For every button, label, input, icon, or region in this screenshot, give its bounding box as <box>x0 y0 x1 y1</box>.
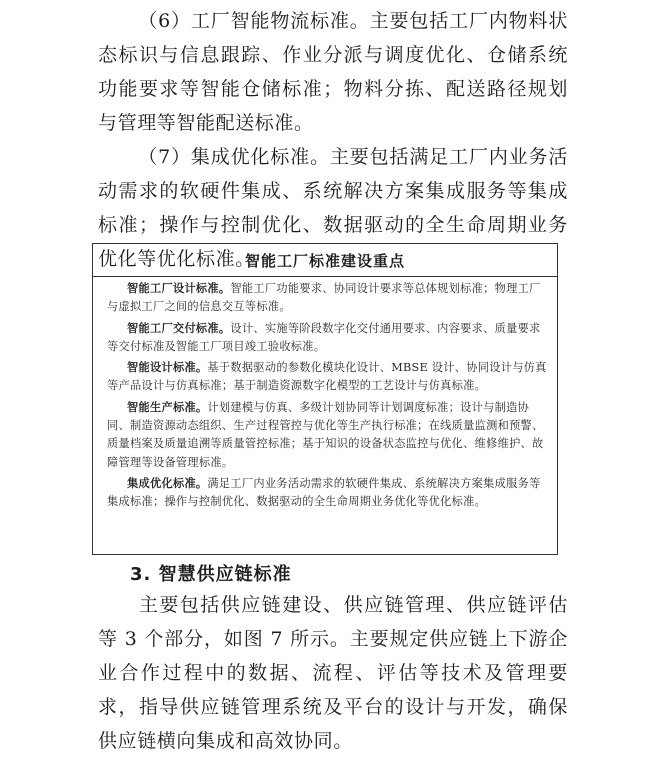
box-item-smart-design <box>107 359 547 396</box>
paragraph-logistics-text: （6）工厂智能物流标准。主要包括工厂内物料状态标识与信息跟踪、作业分派与调度优化、仓储系统功能要求等智能仓储标准；物料分拣、配送路径规划与管理等智能配送标准。 <box>98 10 568 134</box>
paragraph-supply-chain-text: 主要包括供应链建设、供应链管理、供应链评估等 3 个部分，如图 7 所示。主要规定供应链上下游企业合作过程中的数据、流程、评估等技术及管理要求，指导供应链管理系统及平台的设计与开发，确保供应链横向集成和高效协同。 <box>98 594 568 752</box>
box-item-label: 集成优化标准。 <box>127 476 208 490</box>
box-item-integration-optimization <box>107 475 547 512</box>
box-item-text: 基于数据驱动的参数化模块化设计、MBSE 设计、协同设计与仿真等产品设计与仿真标准；基于制造资源数字化模型的工艺设计与仿真标准。 <box>107 361 547 393</box>
section-heading-supply-chain: 3. 智慧供应链标准 <box>130 564 292 585</box>
box-item-label: 智能生产标准。 <box>127 400 208 414</box>
box-item-label: 智能设计标准。 <box>127 361 208 375</box>
smart-factory-standards-box <box>92 243 558 555</box>
box-item-smart-production <box>107 399 547 472</box>
paragraph-integration-text: （7）集成优化标准。主要包括满足工厂内业务活动需求的软硬件集成、系统解决方案集成服务等集成标准；操作与控制优化、数据驱动的全生命周期业务优化等优化标准。 <box>98 146 568 270</box>
box-divider <box>93 276 557 277</box>
box-item-text: 满足工厂内业务活动需求的软硬件集成、系统解决方案集成服务等集成标准；操作与控制优化、数据驱动的全生命周期业务优化等优化标准。 <box>107 476 541 509</box>
box-body <box>107 280 547 515</box>
box-item-label: 智能工厂交付标准。 <box>127 321 231 335</box>
paragraph-supply-chain <box>98 588 568 758</box>
box-item-factory-delivery <box>107 320 547 357</box>
box-item-label: 智能工厂设计标准。 <box>127 282 231 295</box>
box-item-text: 计划建模与仿真、多级计划协同等计划调度标准；设计与制造协同、制造资源动态组织、生产过程管控与优化等生产执行标准；在线质量监测和预警、质量档案及质量追溯等质量管控标准；基于知识的设备状态监控与优化、维修维护、故障管理等设备管理标准。 <box>107 400 544 469</box>
box-item-text: 智能工厂功能要求、协同设计要求等总体规划标准；物理工厂与虚拟工厂之间的信息交互等标准。 <box>107 282 541 314</box>
paragraph-logistics-standard <box>98 4 568 140</box>
box-item-factory-design <box>107 280 547 317</box>
box-item-text: 设计、实施等阶段数字化交付通用要求、内容要求、质量要求等交付标准及智能工厂项目竣工验收标准。 <box>107 321 541 353</box>
box-title: 智能工厂标准建设重点 <box>244 252 405 270</box>
